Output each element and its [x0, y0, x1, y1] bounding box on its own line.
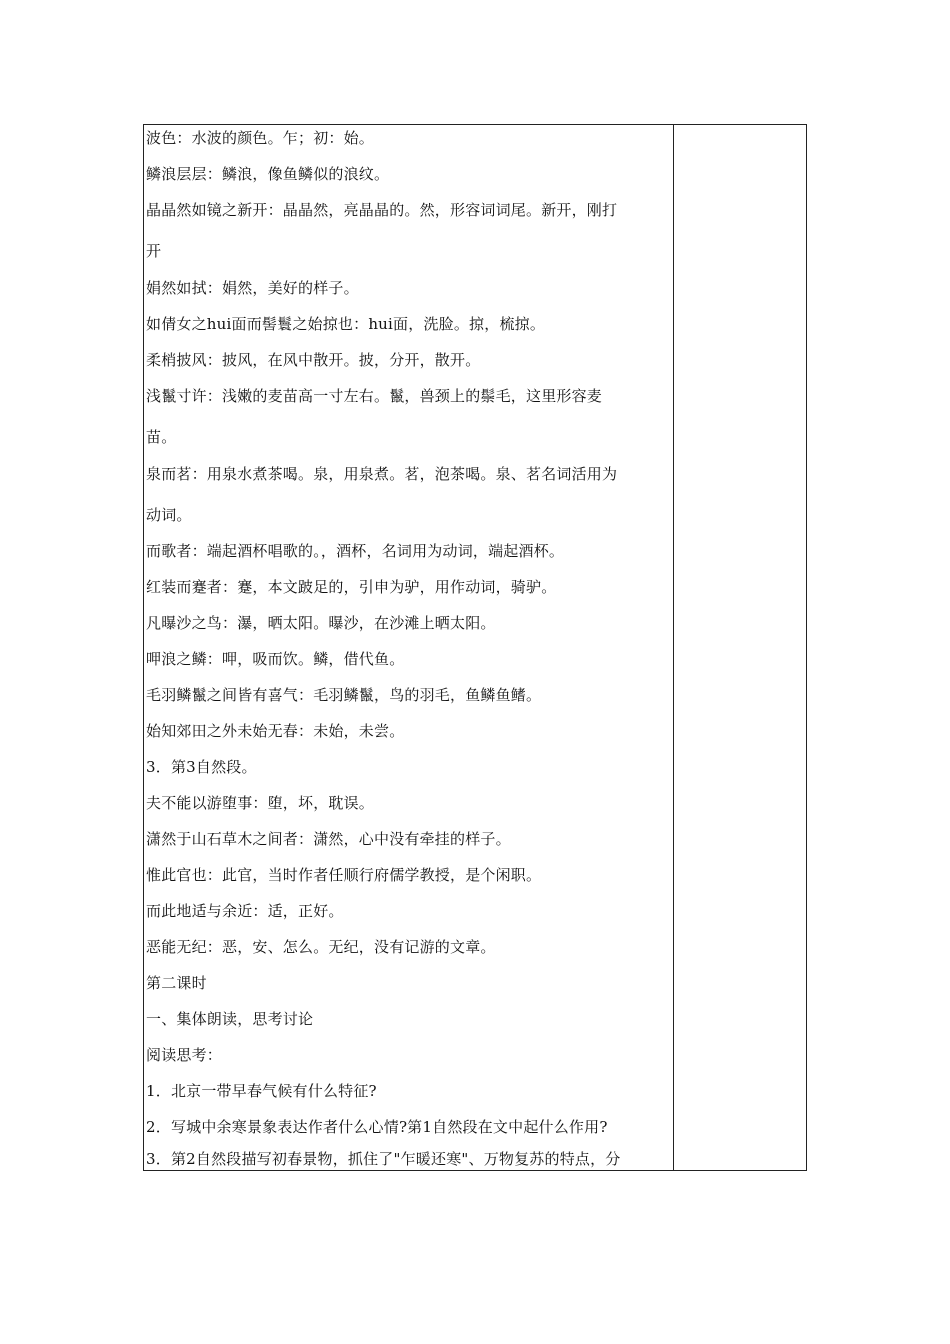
content-cell: [144, 125, 674, 1170]
text-line: 苗。: [146, 428, 177, 446]
text-line: 夫不能以游堕事：堕，坏，耽误。: [146, 794, 375, 812]
text-line: 柔梢披风：披风，在风中散开。披，分开，散开。: [146, 351, 481, 369]
text-line: 恶能无纪：恶，安、怎么。无纪，没有记游的文章。: [146, 938, 496, 956]
section-heading: 第二课时: [146, 974, 207, 992]
text-line: 波色：水波的颜色。乍；初：始。: [146, 129, 375, 147]
text-line: 如倩女之hui面而髻鬟之始掠也：hui面，洗脸。掠，梳掠。: [146, 315, 546, 333]
question-item: 1．北京一带早春气候有什么特征?: [146, 1082, 377, 1100]
text-line: 红装而蹇者：蹇，本文跛足的，引申为驴，用作动词，骑驴。: [146, 578, 557, 596]
text-line: 浅鬣寸许：浅嫩的麦苗高一寸左右。鬣，兽颈上的鬃毛，这里形容麦: [146, 387, 603, 405]
text-line: 而歌者：端起酒杯唱歌的。，酒杯，名词用为动词，端起酒杯。: [146, 542, 565, 560]
text-line: 泉而茗：用泉水煮茶喝。泉，用泉煮。茗，泡茶喝。泉、茗名词活用为: [146, 465, 618, 483]
text-line: 阅读思考：: [146, 1046, 223, 1064]
question-item: 3．第2自然段描写初春景物，抓住了"乍暖还寒"、万物复苏的特点，分: [146, 1150, 621, 1168]
text-line: 晶晶然如镜之新开：晶晶然，亮晶晶的。然，形容词词尾。新开，刚打: [146, 201, 618, 219]
text-line: 凡曝沙之鸟：瀑，晒太阳。曝沙，在沙滩上晒太阳。: [146, 614, 496, 632]
text-line: 娟然如拭：娟然，美好的样子。: [146, 279, 359, 297]
text-line: 鳞浪层层：鳞浪，像鱼鳞似的浪纹。: [146, 165, 390, 183]
text-line: 始知郊田之外未始无春：未始，未尝。: [146, 722, 405, 740]
notes-cell: [674, 125, 806, 1170]
text-line: 惟此官也：此官，当时作者任顺行府儒学教授，是个闲职。: [146, 866, 542, 884]
text-line: 动词。: [146, 506, 192, 524]
text-line: 开: [146, 242, 162, 260]
text-line: 潇然于山石草木之间者：潇然，心中没有牵挂的样子。: [146, 830, 511, 848]
text-line: 呷浪之鳞：呷，吸而饮。鳞，借代鱼。: [146, 650, 405, 668]
text-line: 3．第3自然段。: [146, 758, 257, 776]
section-heading: 一、集体朗读，思考讨论: [146, 1010, 314, 1028]
text-line: 而此地适与余近：适，正好。: [146, 902, 344, 920]
question-item: 2．写城中余寒景象表达作者什么心情?第1自然段在文中起什么作用?: [146, 1118, 608, 1136]
text-line: 毛羽鳞鬣之间皆有喜气：毛羽鳞鬣，鸟的羽毛，鱼鳞鱼鳍。: [146, 686, 542, 704]
document-table: [143, 124, 807, 1171]
